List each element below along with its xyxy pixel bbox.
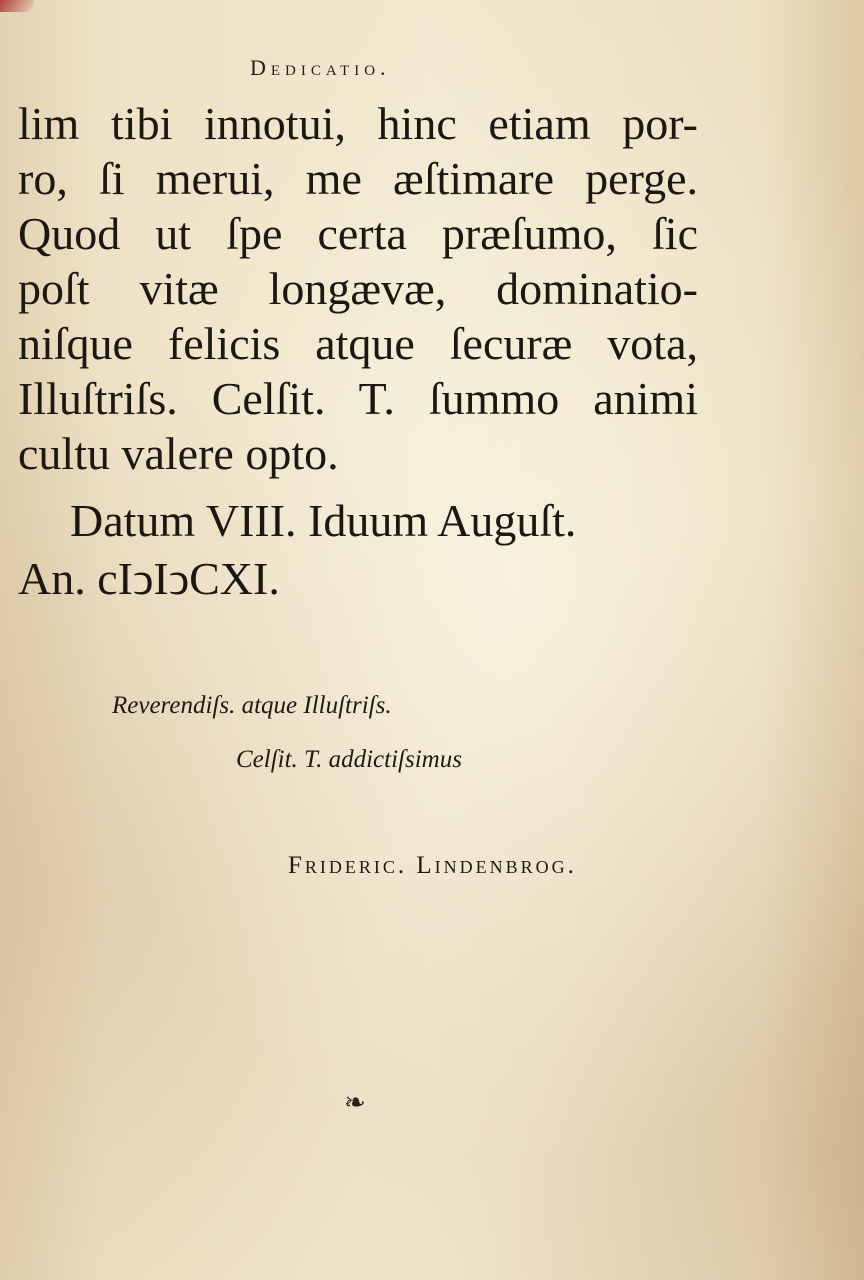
fleuron-icon: ❧ <box>344 1088 366 1118</box>
body-line-2: ro, ſi merui, me æſtimare perge. <box>18 153 698 204</box>
body-line-6: Illuſtriſs. Celſit. T. ſummo animi <box>18 373 698 424</box>
body-line-3: Quod ut ſpe certa præſumo, ſic <box>18 208 698 259</box>
date-line: Datum VIII. Iduum Auguſt. <box>70 495 577 546</box>
body-line-1: lim tibi innotui, hinc etiam por- <box>18 98 698 149</box>
salutation-line-1: Reverendiſs. atque Illuſtriſs. <box>112 692 392 719</box>
date-block <box>18 492 698 608</box>
body-line-5: niſque felicis atque ſecuræ vota, <box>18 318 698 369</box>
corner-stain <box>0 0 34 12</box>
running-head: Dedicatio. <box>250 55 391 80</box>
signature: Frideric. Lindenbrog. <box>288 852 577 879</box>
body-line-4: poſt vitæ longævæ, dominatio- <box>18 263 698 314</box>
dedication-body <box>18 96 698 481</box>
salutation-line-2: Celſit. T. addictiſsimus <box>236 746 462 773</box>
body-line-7: cultu valere opto. <box>18 428 339 479</box>
year-line: An. cIↄIↄCXI. <box>18 553 280 604</box>
